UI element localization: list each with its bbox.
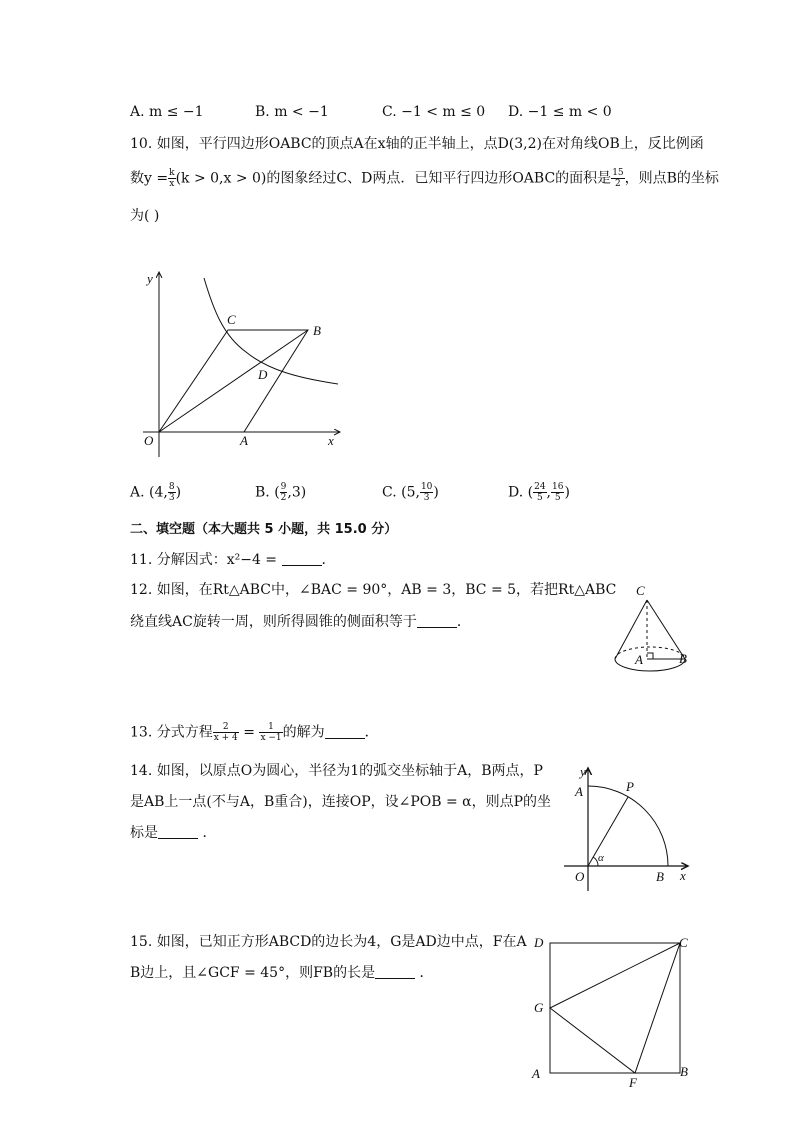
q12-label-a: A [635,652,643,667]
q10-option-a-den: 3 [168,493,175,503]
q10-option-d-num1: 24 [534,482,546,492]
q10-line2 [130,168,719,189]
section-heading-fill-in: 二、填空题（本大题共 5 小题，共 15.0 分） [130,522,398,537]
q10-figure [128,262,350,462]
q10-option-b-num: 9 [280,482,287,492]
q10-option-b[interactable] [255,482,306,503]
q10-label-y: y [147,271,153,286]
q10-option-a-pre: A. (4, [130,484,168,501]
q12-right-angle-mark [647,653,653,659]
q10-label-d: D [258,367,268,382]
q10-line3: 为( ) [130,208,160,224]
q13-answer-blank[interactable] [325,726,365,739]
q10-area-num: 15 [612,168,624,178]
q10-option-c[interactable] [382,482,439,503]
q10-option-c-pre: C. (5, [382,484,420,501]
q14-figure [560,758,695,893]
q13-post: 的解为 [282,724,325,741]
q14-end: ． [198,825,217,841]
q15-figure [528,930,698,1090]
q12-label-b: B [679,651,687,666]
q14-line2: 是AB上一点(不与A，B重合)，连接OP，设∠POB = α，则点P的坐 [130,794,552,810]
q10-option-d-den2: 5 [554,493,561,503]
q15-answer-blank[interactable] [375,966,415,979]
q13-fraction-right [259,722,282,743]
q10-option-b-pre: B. ( [255,484,280,501]
q12-end: ． [456,614,471,630]
q14-label-y: y [580,764,586,779]
q10-area-fraction [611,168,624,189]
q10-option-d[interactable] [508,482,570,503]
q13-f1-num: 2 [213,722,239,733]
q10-area-den: 2 [615,179,621,189]
q10-option-a-frac [168,482,176,503]
q14-segment-op [588,797,628,866]
q12-cone-figure [605,580,705,680]
q13-end: ． [364,724,379,741]
q10-option-d-post: ) [564,484,570,501]
q14-answer-blank[interactable] [158,826,198,839]
q14-label-o: O [575,869,585,884]
q9-option-d[interactable]: D. −1 ≤ m < 0 [508,104,612,120]
q13-f2-den: x −1 [260,733,282,743]
q15-square-abcd [550,943,680,1073]
q10-func-lhs: 数y = [130,170,169,187]
q15-end: ． [415,965,434,981]
q10-option-b-den: 2 [280,493,287,503]
q10-option-c-frac [420,482,433,503]
q10-option-a-post: ) [175,484,182,501]
q15-label-c: C [679,935,688,950]
q10-option-c-num: 10 [420,482,433,492]
q12-line2-text: 绕直线AC旋转一周，则所得圆锥的侧面积等于 [130,614,417,630]
q15-label-d: D [534,935,544,950]
q9-option-c[interactable]: C. −1 < m ≤ 0 [382,104,486,120]
q10-option-d-num2: 16 [552,482,564,492]
q12-cone-side-left [615,600,647,659]
q10-func-num: k [169,168,175,178]
q10-option-c-post: ) [433,484,439,501]
q15-label-f: F [629,1075,637,1090]
q15-label-a: A [532,1066,540,1081]
q10-label-b: B [313,323,321,338]
q10-label-x: x [328,433,334,448]
q14-label-x: x [680,868,686,883]
q12-cone-base-front [615,659,685,671]
q9-option-a[interactable]: A. m ≤ −1 [130,104,204,120]
q10-option-d-den1: 5 [536,493,543,503]
q14-label-a: A [575,784,583,799]
q10-option-c-den: 3 [423,493,430,503]
q9-option-b[interactable]: B. m < −1 [255,104,329,120]
q15-triangle-gcf [550,943,680,1073]
q10-label-o: O [144,433,154,448]
q10-option-b-post: ,3) [287,484,307,501]
q10-label-a: A [240,433,248,448]
q14-line3-text: 标是 [130,825,158,841]
q15-line2-text: B边上，且∠GCF = 45°，则FB的长是 [130,965,376,981]
q10-option-a[interactable] [130,482,181,503]
q15-line1: 15. 如图，已知正方形ABCD的边长为4，G是AD边中点，F在A [130,934,527,950]
q10-option-a-num: 8 [168,482,175,492]
q13-pre: 13. 分式方程 [130,724,213,741]
q10-line2-post: ，则点B的坐标 [624,170,719,187]
q10-option-d-frac2 [551,482,564,503]
q15-label-b: B [680,1064,688,1079]
q10-line2-mid: (k > 0,x > 0)的图象经过C、D两点．已知平行四边形OABC的面积是 [175,170,612,187]
q10-func-den: x [169,179,175,189]
q15-line2 [130,963,434,983]
q10-label-c: C [227,312,236,327]
q15-label-g: G [534,1000,544,1015]
q10-line1: 10. 如图，平行四边形OABC的顶点A在x轴的正半轴上，点D(3,2)在对角线OB上，反比例函 [130,136,704,152]
q10-option-d-pre: D. ( [508,484,534,501]
q11-text: 11. 分解因式：x²−4 = [130,552,282,568]
q11-answer-blank[interactable] [282,553,322,566]
q11-end: ． [321,552,336,568]
q14-line3 [130,823,216,843]
q13-f2-num: 1 [259,722,282,733]
q12-answer-blank[interactable] [417,615,457,628]
q10-func-fraction [168,168,175,189]
q12-label-c: C [636,583,645,598]
q13-f1-den: x + 4 [213,733,238,743]
q11 [130,550,336,570]
q12-line2 [130,612,471,632]
q13-fraction-left [213,722,239,743]
q10-option-d-frac1 [533,482,546,503]
q14-label-b: B [656,869,664,884]
q13-equals: = [238,724,260,741]
q10-diagonal-ob [159,330,308,432]
q13 [130,722,379,743]
q10-option-d-sep: , [546,484,551,501]
q14-line1: 14. 如图，以原点O为圆心，半径为1的弧交坐标轴于A，B两点，P [130,763,543,779]
q14-label-alpha: α [598,852,604,864]
q12-line1: 12. 如图，在Rt△ABC中，∠BAC = 90°，AB = 3，BC = 5，若把Rt△ABC [130,582,617,598]
q14-label-p: P [626,779,634,794]
